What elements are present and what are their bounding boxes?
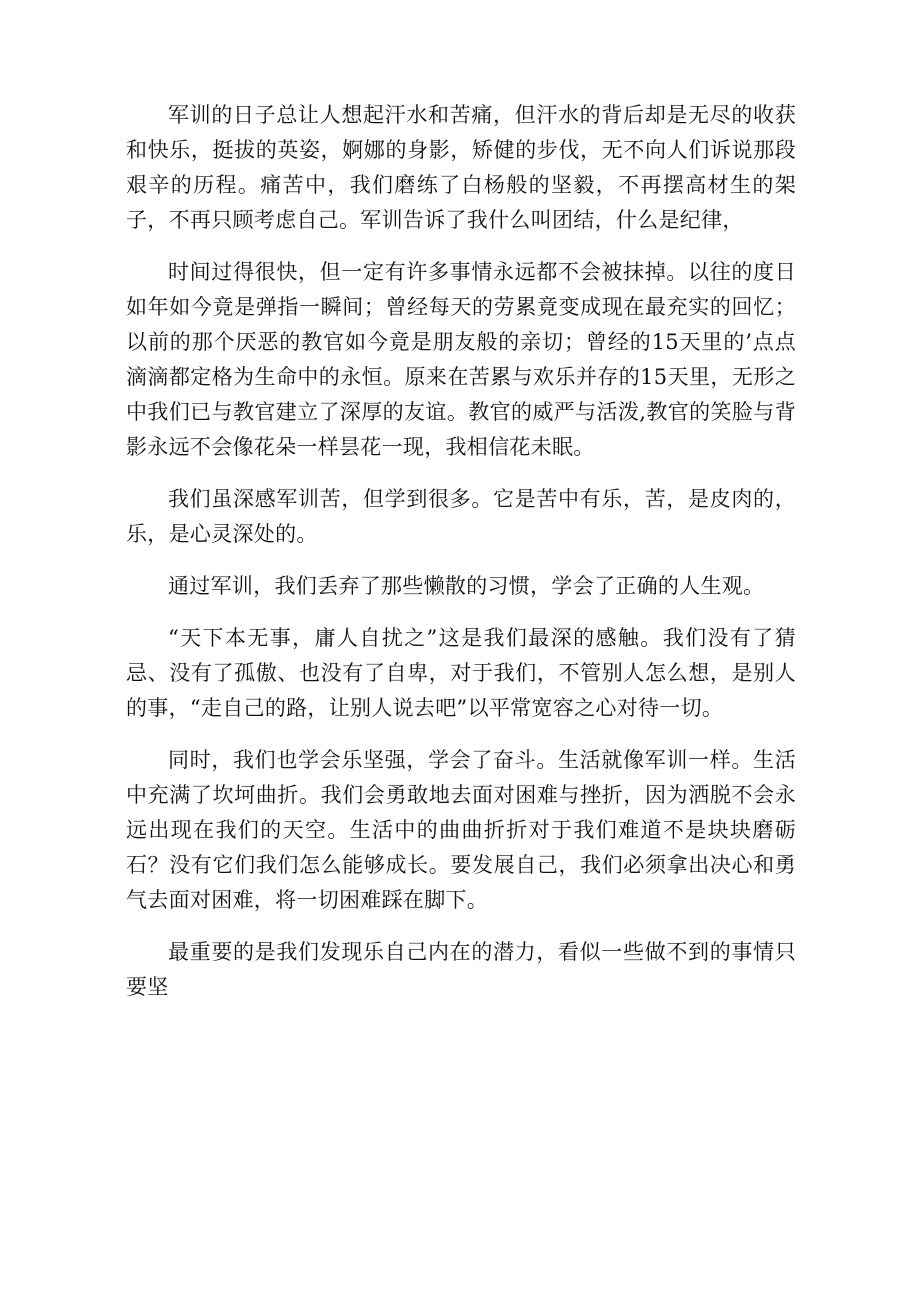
paragraph-6: 同时，我们也学会乐坚强，学会了奋斗。生活就像军训一样。生活中充满了坎坷曲折。我们会勇敢地去面对困难与挫折，因为洒脱不会永远出现在我们的天空。生活中的曲曲折折对于我们难道不是块块磨砺石？没有它们我们怎么能够成长。要发展自己，我们必须拿出决心和勇气去面对困难，将一切困难踩在脚下。: [126, 748, 796, 912]
paragraph-4: 通过军训，我们丢弃了那些懒散的习惯，学会了正确的人生观。: [168, 574, 765, 598]
paragraph-3: 我们虽深感军训苦，但学到很多。它是苦中有乐，苦，是皮肉的，乐，是心灵深处的。: [126, 487, 796, 546]
paragraph-5: “天下本无事，庸人自扰之”这是我们最深的感触。我们没有了猜忌、没有了孤傲、也没有了自卑，对于我们，不管别人怎么想，是别人的事，“走自己的路，让别人说去吧”以平常宽容之心对待一切。: [126, 626, 796, 720]
paragraph-7: 最重要的是我们发现乐自己内在的潜力，看似一些做不到的事情只要坚: [126, 940, 796, 999]
document-page: [126, 98, 796, 1022]
paragraph-1: 军训的日子总让人想起汗水和苦痛，但汗水的背后却是无尽的收获和快乐，挺拔的英姿，婀娜的身影，矫健的步伐，无不向人们诉说那段艰辛的历程。痛苦中，我们磨练了白杨般的坚毅，不再摆高材生的架子，不再只顾考虑自己。军训告诉了我什么叫团结，什么是纪律，: [126, 103, 796, 232]
paragraph-2: 时间过得很快，但一定有许多事情永远都不会被抹掉。以往的度日如年如今竟是弹指一瞬间；曾经每天的劳累竟变成现在最充实的回忆；以前的那个厌恶的教官如今竟是朋友般的亲切；曾经的15天里的’点点滴滴都定格为生命中的永恒。原来在苦累与欢乐并存的15天里，无形之中我们已与教官建立了深厚的友谊。教官的威严与活泼,教官的笑脸与背影永远不会像花朵一样昙花一现，我相信花未眠。: [126, 260, 796, 459]
